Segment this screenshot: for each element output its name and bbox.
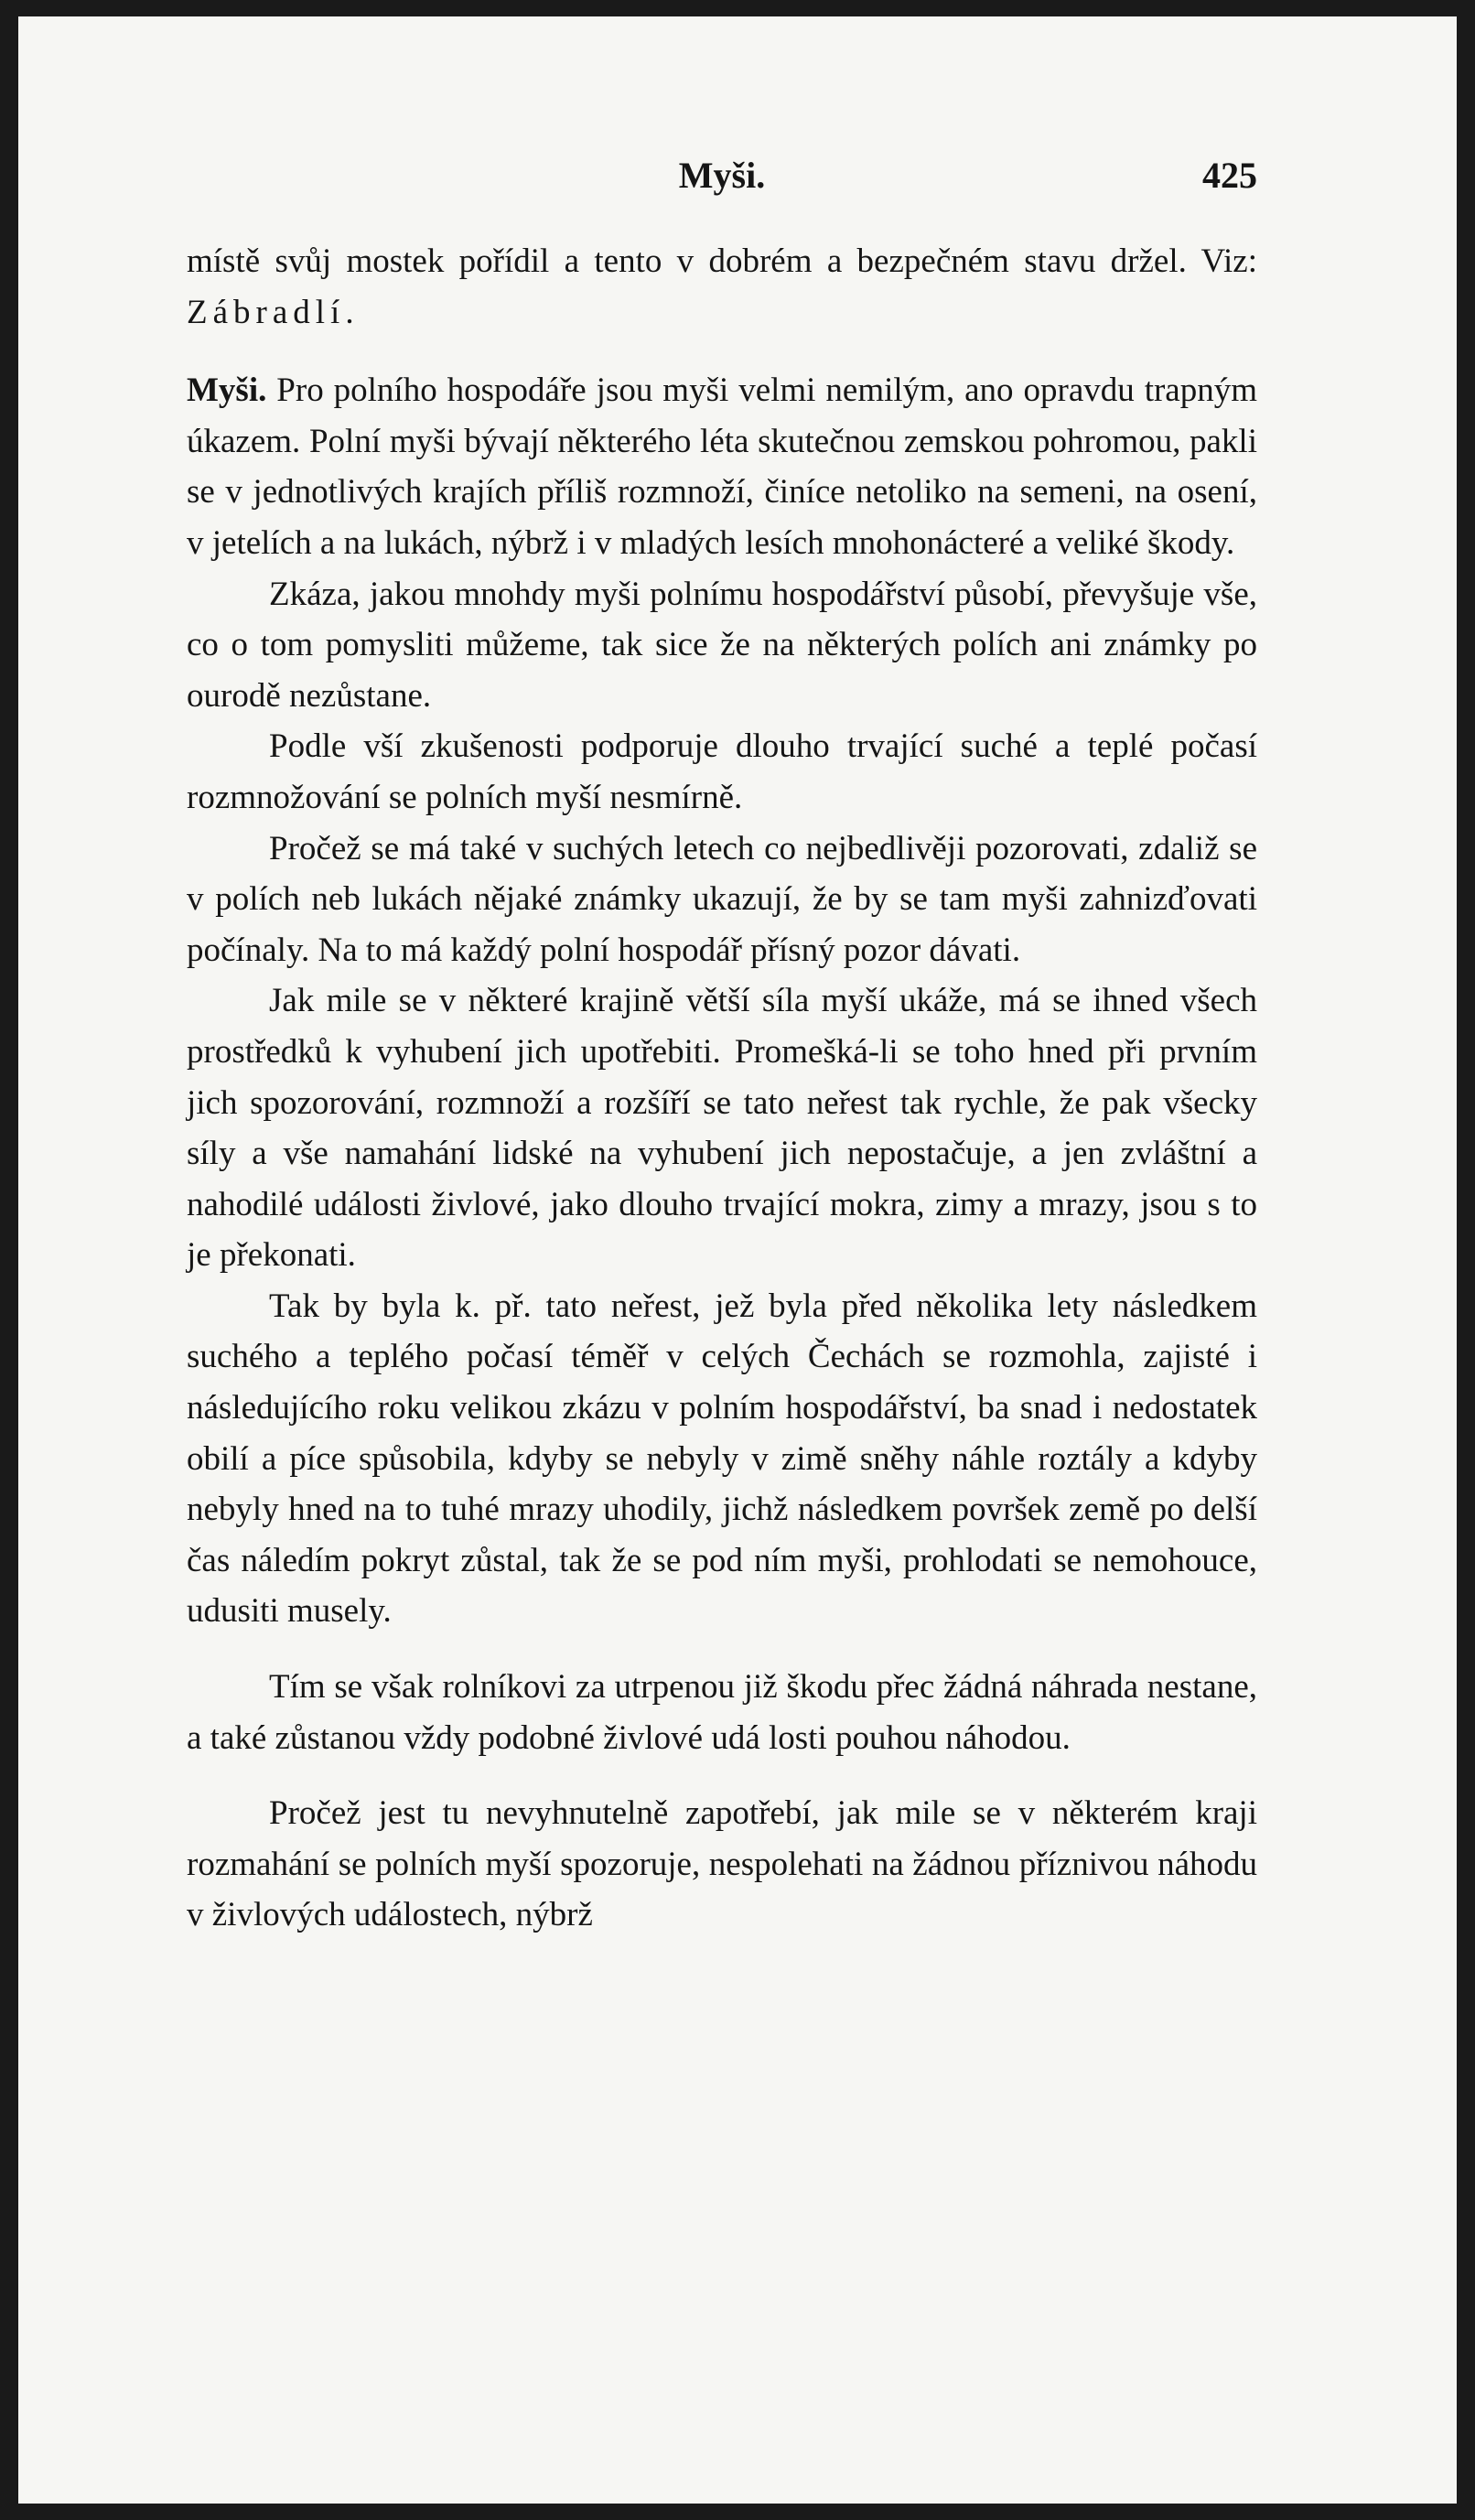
paragraph-8: Tím se však rolníkovi za utrpenou již škodu přec žádná náhrada nestane, a také zůstanou vždy podobné živlové udá losti pouhou náhodou. <box>187 1668 1257 1757</box>
page-content <box>187 154 1257 1941</box>
paragraph-7: Tak by byla k. př. tato neřest, jež byla před několika lety následkem suchého a teplého počasí téměř v celých Čechách se rozmohla, zajisté i následujícího roku velikou zkázu v polním hospodářství, ba snad i nedostatek obilí a píce spůsobila, kdyby se nebyly v zimě sněhy náhle roztály a kdyby nebyly hned na to tuhé mrazy uhodily, jichž následkem površek země po delší čas náledím pokryt zůstal, tak že se pod ním myši, prohlodati se nemohouce, udusiti musely. <box>187 1287 1257 1631</box>
paragraph-2 <box>187 365 1257 568</box>
running-title: Myši. <box>678 155 766 196</box>
cross-reference: Zábradlí. <box>187 293 360 331</box>
entry-headword: Myši. <box>187 372 267 410</box>
book-page <box>18 16 1457 2504</box>
paragraph-3: Zkáza, jakou mnohdy myši polnímu hospodářství působí, převyšuje vše, co o tom pomysliti můžeme, tak sice že na některých polích ani známky po ourodě nezůstane. <box>187 575 1257 715</box>
paragraph-2-text: Pro polního hospodáře jsou myši velmi nemilým, ano opravdu trapným úkazem. Polní myši bývají některého léta skutečnou zemskou pohromou, pakli se v jednotlivých krajích příliš rozmnoží, činíce netoliko na semeni, na osení, v jetelích a na lukách, nýbrž i v mladých lesích mnohonácteré a veliké škody. <box>187 372 1257 562</box>
page-number: 425 <box>1202 155 1257 196</box>
paragraph-1-text: místě svůj mostek pořídil a tento v dobrém a bezpečném stavu držel. Viz: <box>187 242 1257 280</box>
text-block <box>187 236 1257 1941</box>
paragraph-4: Podle vší zkušenosti podporuje dlouho trvající suché a teplé počasí rozmnožování se polních myší nesmírně. <box>187 727 1257 816</box>
paragraph-9: Pročež jest tu nevyhnutelně zapotřebí, jak mile se v některém kraji rozmahání se polních myší spozoruje, nespolehati na žádnou příznivou náhodu v živlových událostech, nýbrž <box>187 1794 1257 1934</box>
paragraph-5: Pročež se má také v suchých letech co nejbedlivěji pozorovati, zdaliž se v polích neb lukách nějaké známky ukazují, že by se tam myši zahnizďovati počínaly. Na to má každý polní hospodář přísný pozor dávati. <box>187 829 1257 969</box>
paragraph-1 <box>187 236 1257 338</box>
paragraph-6: Jak mile se v některé krajině větší síla myší ukáže, má se ihned všech prostředků k vyhubení jich upotřebiti. Promešká-li se toho hned při prvním jich spozorování, rozmnoží a rozšíří se tato neřest tak rychle, že pak všecky síly a vše namahání lidské na vyhubení jich nepostačuje, a jen zvláštní a nahodilé události živlové, jako dlouho trvající mokra, zimy a mrazy, jsou s to je překonati. <box>187 982 1257 1275</box>
running-head <box>187 154 1257 209</box>
